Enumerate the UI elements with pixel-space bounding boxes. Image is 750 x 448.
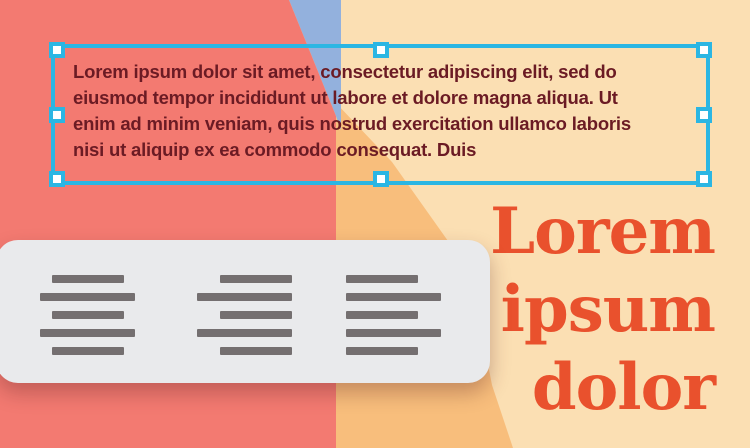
text-line-bar	[346, 329, 441, 337]
selection-handle-bottom-left[interactable]	[49, 171, 65, 187]
headline-line: ipsum	[500, 272, 715, 347]
text-line-bar	[346, 293, 441, 301]
selection-handle-middle-left[interactable]	[49, 107, 65, 123]
text-box-content[interactable]	[73, 59, 631, 163]
text-line-bar	[52, 311, 124, 319]
headline	[490, 193, 715, 427]
selection-handle-top-left[interactable]	[49, 42, 65, 58]
text-box-line: nisi ut aliquip ex ea commodo consequat. Duis	[73, 139, 477, 160]
selection-handle-bottom-right[interactable]	[696, 171, 712, 187]
selection-handle-middle-right[interactable]	[696, 107, 712, 123]
text-line-bar	[346, 275, 418, 283]
alignment-panel	[0, 240, 490, 383]
headline-line: Lorem	[490, 194, 715, 269]
text-line-bar	[52, 347, 124, 355]
text-line-bar	[197, 329, 292, 337]
text-align-left-icon[interactable]	[346, 275, 441, 355]
text-align-right-icon[interactable]	[197, 275, 292, 355]
text-box-line: enim ad minim veniam, quis nostrud exercitation ullamco laboris	[73, 113, 631, 134]
text-line-bar	[220, 347, 292, 355]
text-line-bar	[197, 293, 292, 301]
headline-line: dolor	[531, 350, 715, 425]
text-box-line: Lorem ipsum dolor sit amet, consectetur adipiscing elit, sed do	[73, 61, 617, 82]
selection-handle-top-middle[interactable]	[373, 42, 389, 58]
text-line-bar	[52, 275, 124, 283]
text-line-bar	[346, 347, 418, 355]
text-line-bar	[346, 311, 418, 319]
selection-handle-bottom-middle[interactable]	[373, 171, 389, 187]
text-line-bar	[220, 275, 292, 283]
selection-handle-top-right[interactable]	[696, 42, 712, 58]
text-line-bar	[40, 293, 135, 301]
text-line-bar	[220, 311, 292, 319]
selected-text-frame[interactable]	[51, 44, 710, 185]
text-line-bar	[40, 329, 135, 337]
text-box-line: eiusmod tempor incididunt ut labore et dolore magna aliqua. Ut	[73, 87, 618, 108]
text-align-center-icon[interactable]	[40, 275, 135, 355]
